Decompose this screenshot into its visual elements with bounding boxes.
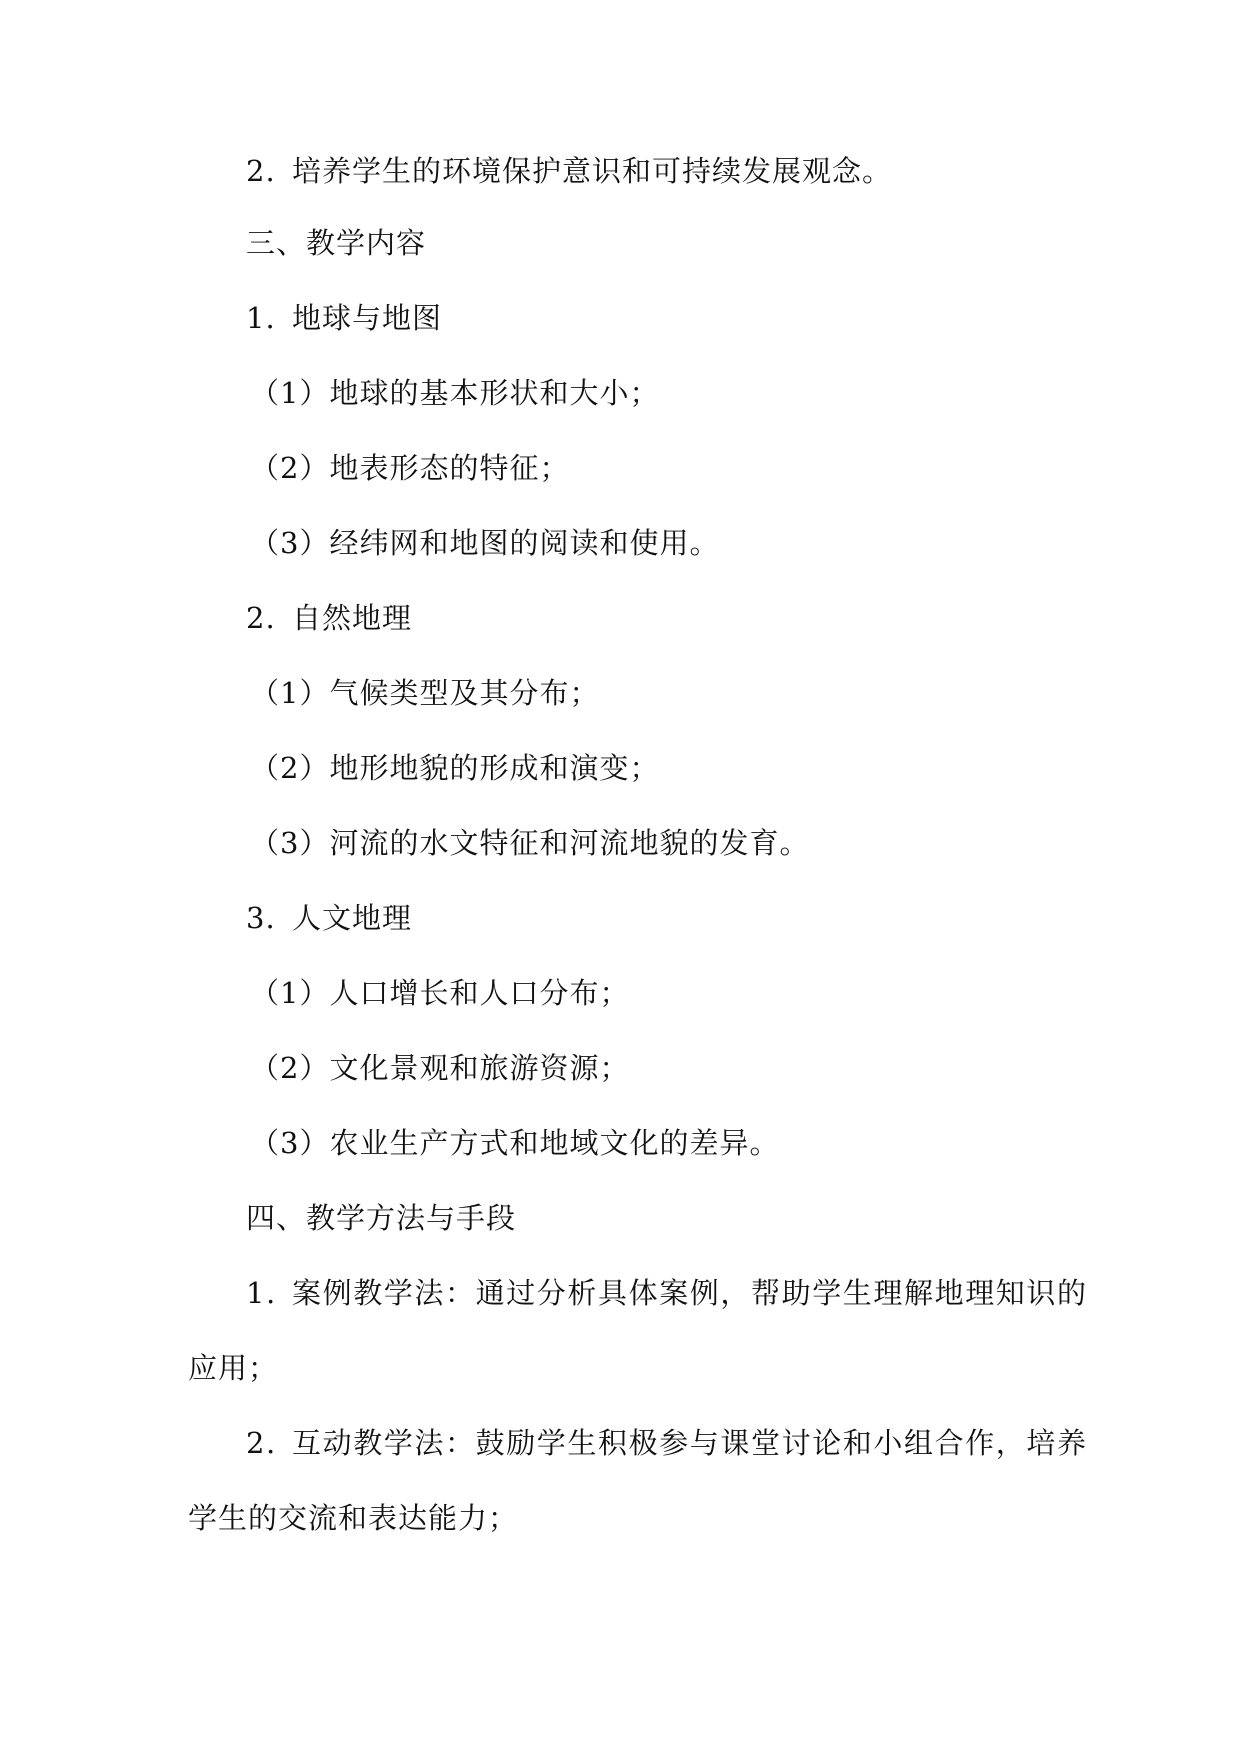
list-item <box>250 823 809 863</box>
line-text: 培养学生的环境保护意识和可持续发展观念。 <box>292 154 893 188</box>
paragraph-line <box>246 1423 1088 1463</box>
line-text: 案例教学法：通过分析具体案例，帮助学生理解地理知识的 <box>292 1276 1088 1310</box>
list-item <box>250 373 659 413</box>
line-text: （3）河流的水文特征和河流地貌的发育。 <box>250 826 810 860</box>
line-text: 应用； <box>188 1351 279 1385</box>
list-number: 2. <box>246 154 276 188</box>
list-number: 3. <box>246 901 276 935</box>
paragraph-continuation <box>188 1498 518 1538</box>
line-text: 人文地理 <box>292 901 413 935</box>
line-text: 四、教学方法与手段 <box>246 1201 517 1235</box>
list-item <box>250 748 659 788</box>
line-text: （1）人口增长和人口分布； <box>250 976 630 1010</box>
line-text: （2）地表形态的特征； <box>250 451 570 485</box>
line-text: 学生的交流和表达能力； <box>188 1501 519 1535</box>
section-heading <box>246 1198 516 1238</box>
list-item <box>250 1123 779 1163</box>
list-heading <box>246 598 412 638</box>
list-number: 2. <box>246 1426 277 1460</box>
line-text: 三、教学内容 <box>246 226 427 260</box>
list-item <box>250 523 719 563</box>
line-text: 互动教学法：鼓励学生积极参与课堂讨论和小组合作，培养 <box>292 1426 1088 1460</box>
paragraph-continuation <box>188 1348 278 1388</box>
list-heading <box>246 898 412 938</box>
line-text: （1）地球的基本形状和大小； <box>250 376 660 410</box>
section-heading <box>246 223 426 263</box>
list-number: 1. <box>246 301 276 335</box>
paragraph-line <box>246 151 892 191</box>
line-text: 自然地理 <box>292 601 413 635</box>
list-item <box>250 673 599 713</box>
list-item <box>250 1048 629 1088</box>
line-text: 地球与地图 <box>292 301 443 335</box>
line-text: （3）经纬网和地图的阅读和使用。 <box>250 526 720 560</box>
list-item <box>250 973 629 1013</box>
list-item <box>250 448 569 488</box>
list-number: 1. <box>246 1276 277 1310</box>
line-text: （3）农业生产方式和地域文化的差异。 <box>250 1126 780 1160</box>
paragraph-line <box>246 1273 1088 1313</box>
line-text: （1）气候类型及其分布； <box>250 676 600 710</box>
list-heading <box>246 298 442 338</box>
list-number: 2. <box>246 601 276 635</box>
line-text: （2）地形地貌的形成和演变； <box>250 751 660 785</box>
line-text: （2）文化景观和旅游资源； <box>250 1051 630 1085</box>
